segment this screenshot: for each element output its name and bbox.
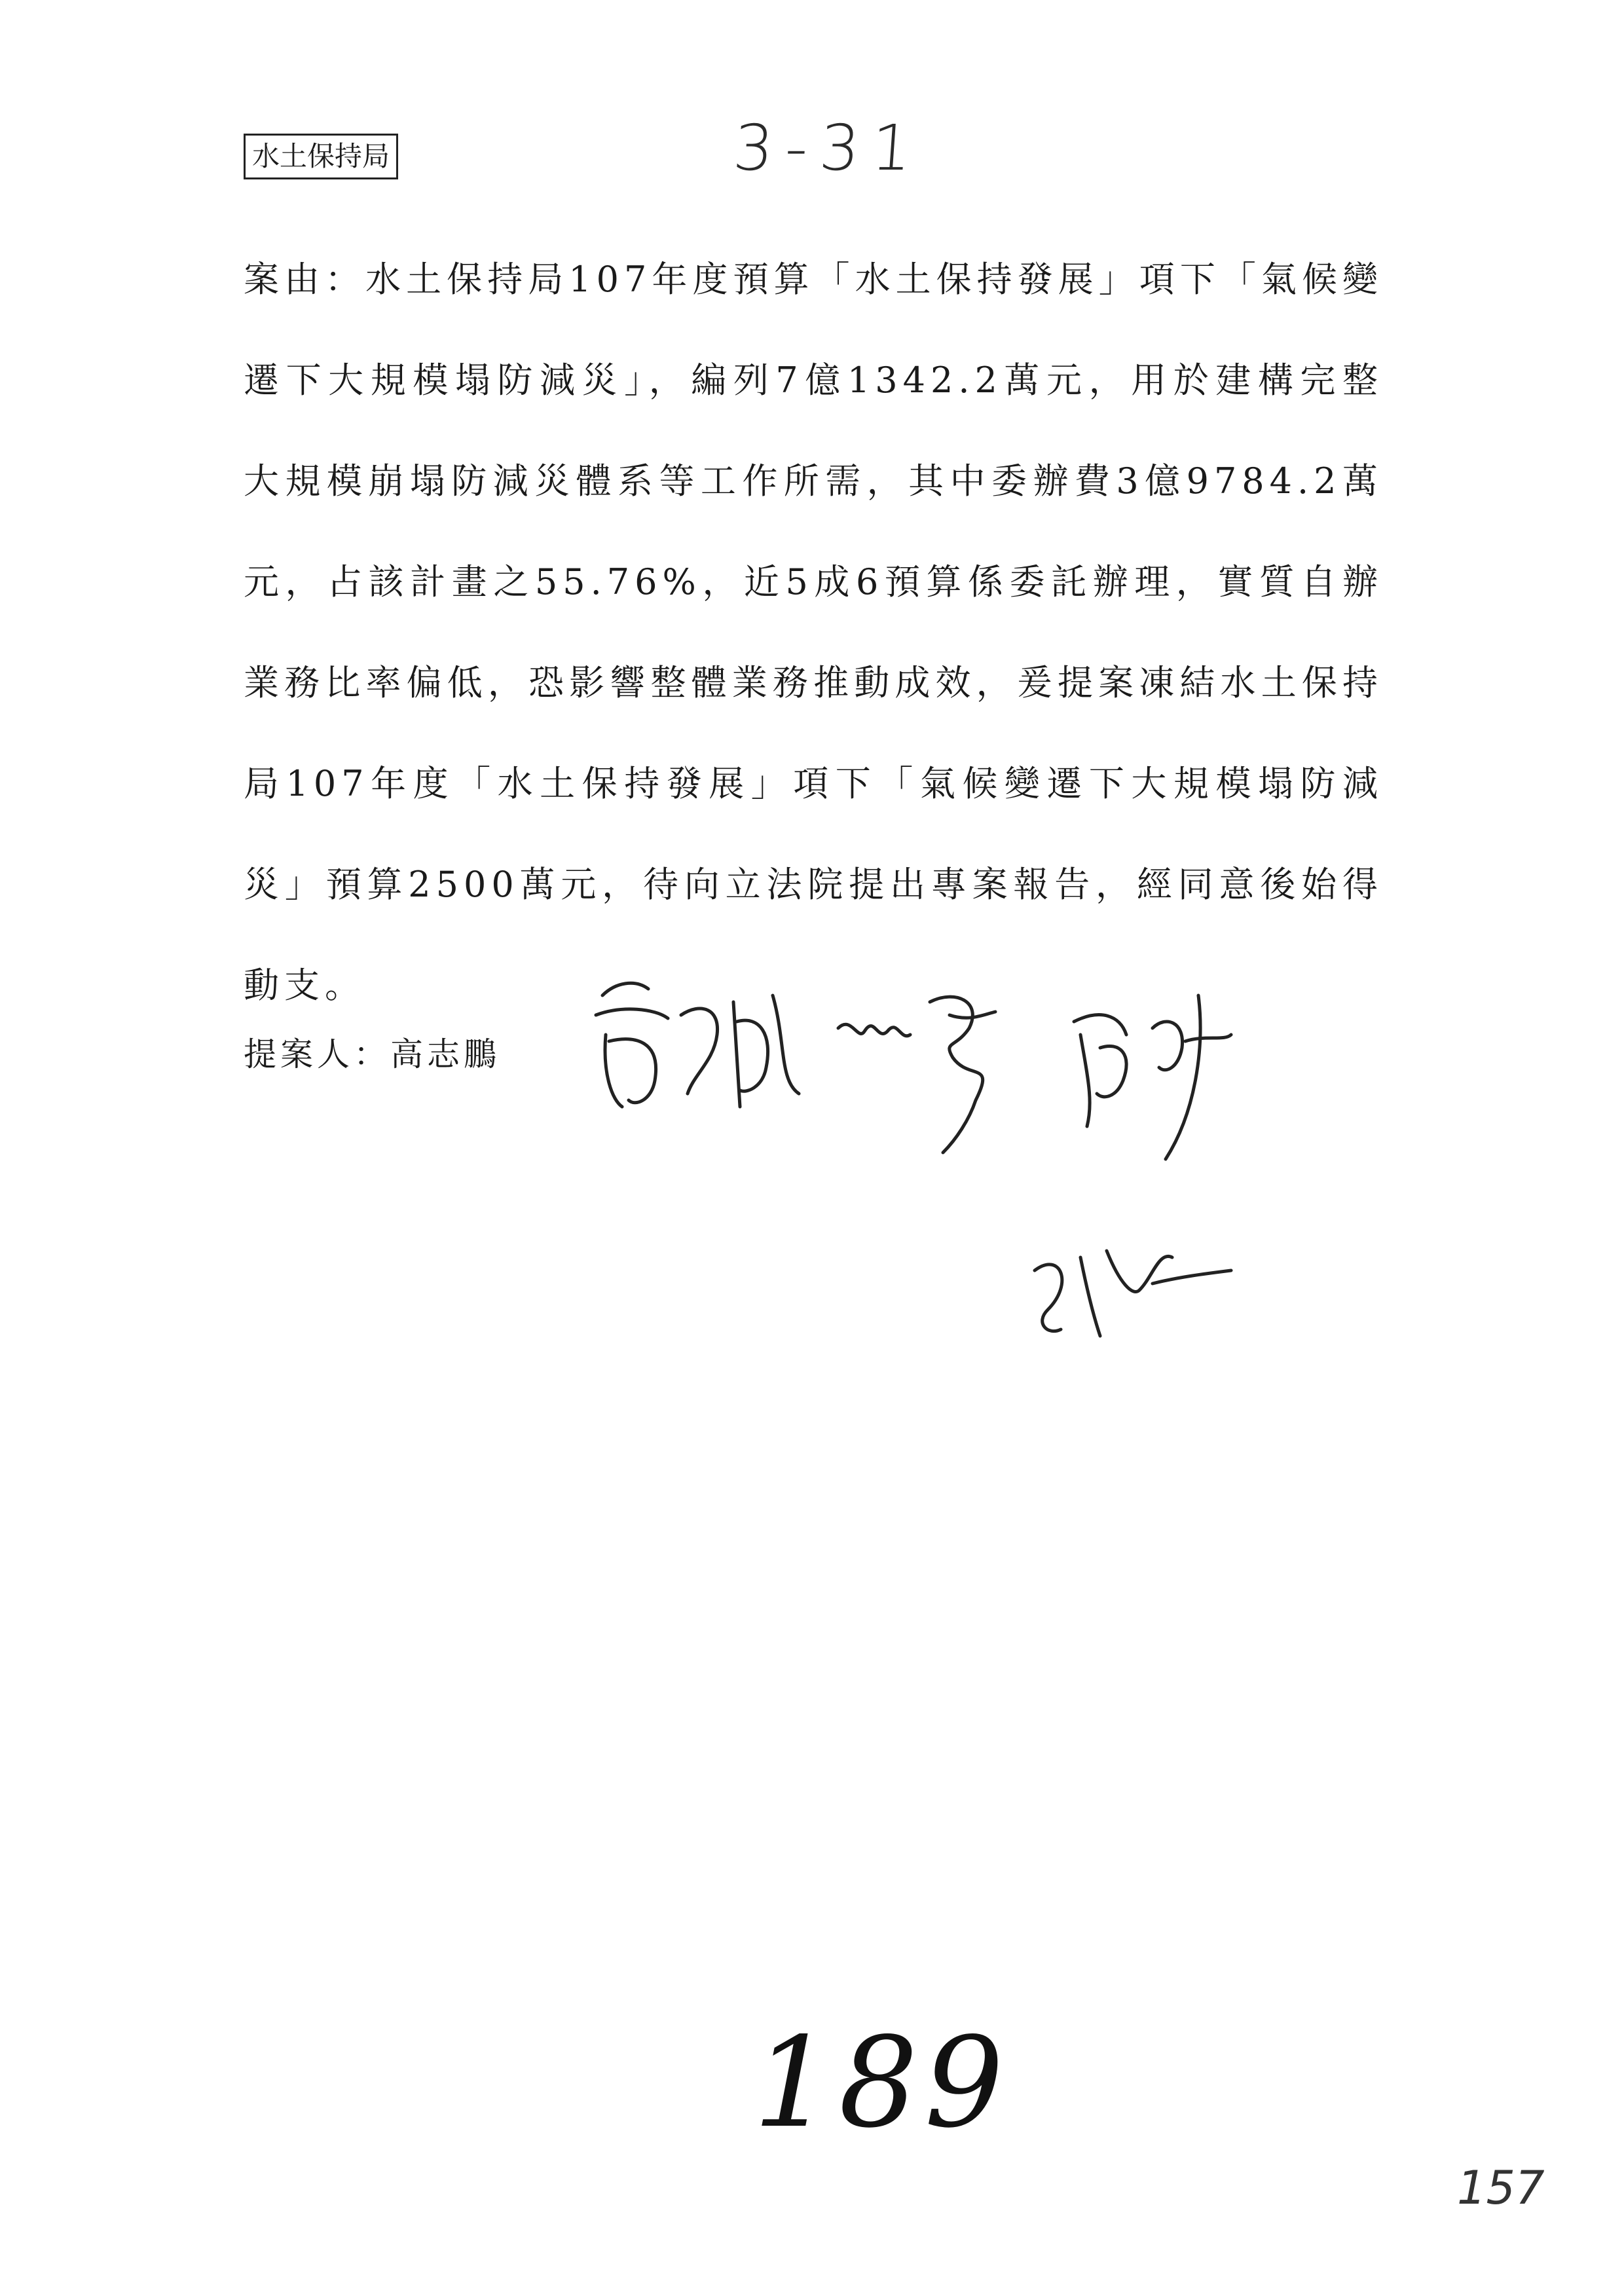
signature-1 — [596, 983, 799, 1107]
proposer-label: 提案人：高志鵬 — [244, 1035, 500, 1073]
handwritten-signatures — [576, 943, 1362, 1401]
signature-2 — [838, 997, 995, 1153]
handwritten-page-number: 189 — [753, 2010, 1010, 2155]
handwritten-code: 3-31 — [731, 111, 926, 185]
signature-4 — [1035, 1251, 1231, 1336]
agency-tag: 水土保持局 — [244, 134, 398, 179]
handwritten-small-number: 157 — [1457, 2161, 1545, 2215]
motion-body: 案由：水土保持局107年度預算「水土保持發展」項下「氣候變遷下大規模塌防減災」，編列7億1342.2萬元，用於建構完整大規模崩塌防減災體系等工作所需，其中委辦費3億9784.2萬元，占該計畫之55.76%，近5成6預算係委託辦理，實質自辦業務比率偏低，恐影響整體業務推動成效，爰提案凍結水土保持局107年度「水土保持發展」項下「氣候變遷下大規模塌防減災」預算2500萬元，待向立法院提出專案報告，經同意後始得動支。 — [244, 259, 1383, 1006]
signature-3 — [1074, 995, 1231, 1159]
